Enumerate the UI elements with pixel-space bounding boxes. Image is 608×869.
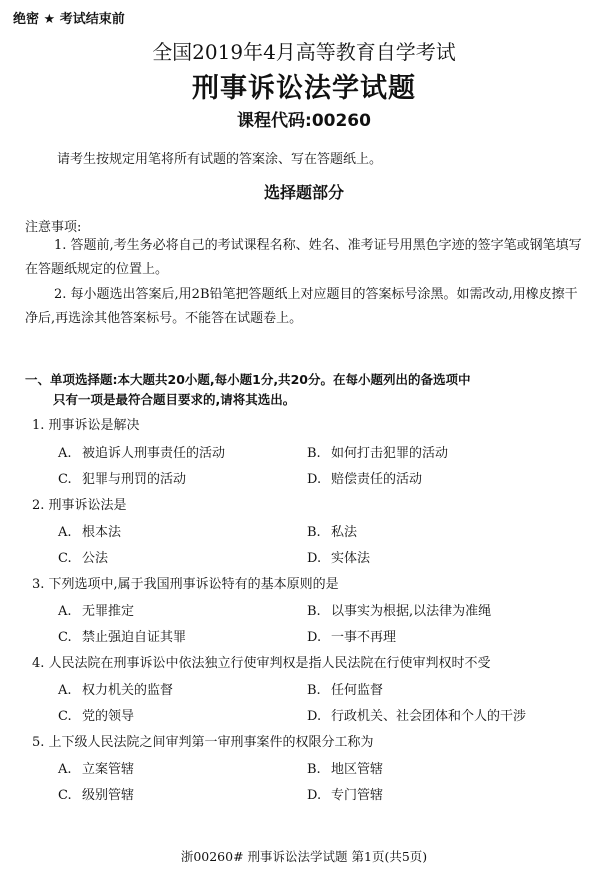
option-c <box>58 547 108 566</box>
option-text: 行政机关、社会团体和个人的干涉 <box>331 709 527 724</box>
option-text: 专门管辖 <box>331 788 384 803</box>
question-stem: 4. 人民法院在刑事诉讼中依法独立行使审判权是指人民法院在行使审判权时不受 <box>32 656 491 671</box>
option-d <box>307 468 422 487</box>
option-text: 根本法 <box>82 525 122 540</box>
option-d <box>307 547 370 566</box>
option-text: 无罪推定 <box>82 604 135 619</box>
option-text: 如何打击犯罪的活动 <box>331 446 449 461</box>
option-letter: C. <box>58 709 72 724</box>
option-letter: B. <box>307 604 321 619</box>
option-b <box>307 442 448 461</box>
option-letter: A. <box>58 525 72 540</box>
option-text: 犯罪与刑罚的活动 <box>82 472 187 487</box>
option-letter: B. <box>307 683 321 698</box>
question-stem: 2. 刑事诉讼法是 <box>32 498 127 513</box>
option-d <box>307 705 526 724</box>
option-letter: C. <box>58 630 72 645</box>
option-letter: A. <box>58 762 72 777</box>
option-text: 一事不再理 <box>331 630 397 645</box>
option-c <box>58 626 186 645</box>
option-d <box>307 626 396 645</box>
option-letter: C. <box>58 472 72 487</box>
subject-title: 刑事诉讼法学试题 <box>192 73 416 104</box>
option-letter: D. <box>307 551 322 566</box>
option-text: 立案管辖 <box>82 762 135 777</box>
option-letter: B. <box>307 762 321 777</box>
option-letter: B. <box>307 525 321 540</box>
part-one-title-line: 只有一项是最符合题目要求的,请将其选出。 <box>53 392 296 407</box>
part-one-title <box>25 370 471 410</box>
question-stem: 1. 刑事诉讼是解决 <box>32 418 140 433</box>
option-text: 赔偿责任的活动 <box>331 472 423 487</box>
option-text: 以事实为根据,以法律为准绳 <box>331 604 492 619</box>
question-stem: 5. 上下级人民法院之间审判第一审刑事案件的权限分工称为 <box>32 735 374 750</box>
option-letter: D. <box>307 709 322 724</box>
option-text: 禁止强迫自证其罪 <box>82 630 187 645</box>
option-d <box>307 784 383 803</box>
page-footer: 浙00260# 刑事诉讼法学试题 第1页(共5页) <box>180 849 428 864</box>
option-text: 党的领导 <box>82 709 135 724</box>
option-letter: D. <box>307 788 322 803</box>
option-letter: B. <box>307 446 321 461</box>
part-one-title-line: 一、单项选择题:本大题共20小题,每小题1分,共20分。在每小题列出的备选项中 <box>25 372 471 387</box>
option-text: 权力机关的监督 <box>82 683 174 698</box>
option-b <box>307 521 357 540</box>
option-a <box>58 442 225 461</box>
section-title: 选择题部分 <box>263 183 344 202</box>
option-text: 实体法 <box>331 551 371 566</box>
option-a <box>58 521 121 540</box>
option-text: 公法 <box>82 551 109 566</box>
option-letter: C. <box>58 551 72 566</box>
option-c <box>58 784 134 803</box>
option-letter: D. <box>307 630 322 645</box>
notes-title: 注意事项: <box>25 220 82 235</box>
option-c <box>58 468 186 487</box>
option-a <box>58 679 173 698</box>
option-letter: C. <box>58 788 72 803</box>
note-item: 1. 答题前,考生务必将自己的考试课程名称、姓名、准考证号用黑色字迹的签字笔或钢笔填写在答题纸规定的位置上。 <box>25 238 582 277</box>
option-letter: A. <box>58 446 72 461</box>
option-text: 级别管辖 <box>82 788 135 803</box>
answer-instruction: 请考生按规定用笔将所有试题的答案涂、写在答题纸上。 <box>57 152 383 167</box>
option-b <box>307 600 491 619</box>
option-text: 被追诉人刑事责任的活动 <box>82 446 226 461</box>
option-a <box>58 758 134 777</box>
option-text: 地区管辖 <box>331 762 384 777</box>
option-b <box>307 758 383 777</box>
option-text: 任何监督 <box>331 683 384 698</box>
option-b <box>307 679 383 698</box>
option-letter: D. <box>307 472 322 487</box>
option-a <box>58 600 134 619</box>
option-c <box>58 705 134 724</box>
exam-name: 全国2019年4月高等教育自学考试 <box>152 40 456 64</box>
question-stem: 3. 下列选项中,属于我国刑事诉讼特有的基本原则的是 <box>32 577 339 592</box>
option-letter: A. <box>58 604 72 619</box>
option-letter: A. <box>58 683 72 698</box>
confidential-mark: 绝密 ★ 考试结束前 <box>13 12 125 27</box>
option-text: 私法 <box>331 525 358 540</box>
course-code: 课程代码:00260 <box>237 111 371 131</box>
note-item: 2. 每小题选出答案后,用2B铅笔把答题纸上对应题目的答案标号涂黑。如需改动,用橡皮擦干净后,再选涂其他答案标号。不能答在试题卷上。 <box>25 287 578 326</box>
